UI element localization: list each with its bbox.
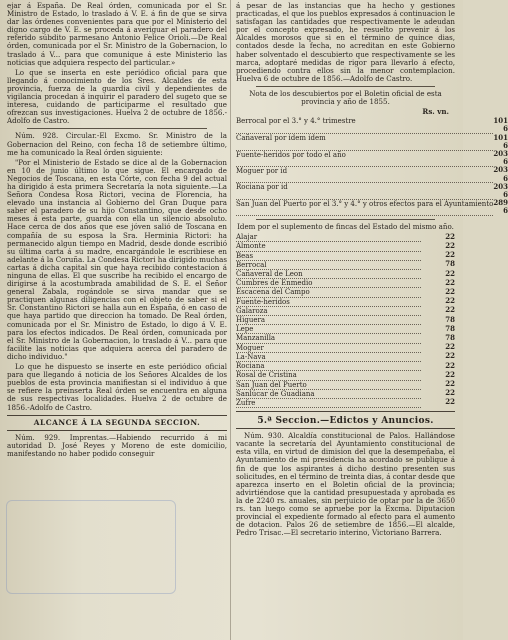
row-value: 22	[445, 379, 455, 388]
row-value: 78	[445, 332, 455, 342]
row-value: 22	[445, 277, 455, 287]
row-label: Fuente-heridos	[236, 297, 421, 306]
row-value: 22	[445, 268, 455, 278]
row-value: 22	[445, 388, 455, 398]
row-label: Higuera	[236, 316, 421, 325]
table-row	[236, 166, 508, 182]
row-label: Beas	[236, 251, 421, 260]
table-row	[236, 371, 455, 380]
row-value: 22	[445, 240, 455, 250]
row-value: 289 6	[493, 198, 508, 216]
row-label: Berrocal por el 3.° y 4.° trimestre	[236, 117, 493, 133]
row-value: 22	[445, 342, 455, 352]
table-row	[236, 150, 508, 166]
row-value: 203 6	[493, 181, 508, 200]
table-row	[236, 279, 455, 288]
table-descubiertos	[236, 117, 508, 216]
table-row	[236, 398, 455, 407]
library-stamp-watermark	[6, 500, 176, 594]
table-row	[236, 233, 455, 242]
table-row	[236, 325, 455, 334]
table-title-suplemento: Idem por el suplemento de fincas del Estado del mismo año.	[237, 222, 454, 232]
table-row	[236, 199, 508, 215]
paragraph-continued: ejar á España. De Real órden, comunicada por el Sr. Ministro de Estado, lo traslado á V. E. á fin de que se sirva dar las órdenes convenientes para que por el Ministerio del digno cargo de V. E. se proceda á averiguar el paradero del referido súbdito parmesano Antonio Felice Orioli.—De Real órden, comunicada por el Sr. Ministro de la Gobernacion, lo traslado á V... para que comunique á este Ministerio las noticias que adquiera respecto del particular.»	[7, 1, 227, 67]
row-label: La-Nava	[236, 352, 421, 361]
table-row	[236, 134, 508, 150]
table-row	[236, 380, 455, 389]
row-label: Cumbres de Enmedio	[236, 279, 421, 288]
row-label: Almonte	[236, 242, 421, 251]
table-row	[236, 270, 455, 279]
row-label: Alajar	[236, 233, 421, 242]
divider	[7, 415, 227, 416]
section-heading-edictos: 5.ª Seccion.—Edictos y Anuncios.	[257, 416, 434, 427]
paragraph-alcaldia-palos-930: Núm. 930. Alcaldía constitucional de Palos. Hallándose vacante la secretaría del Ayuntamiento constitucional de esta villa, en virtud de dimision del que la desempeñaba, el Ayuntamiento de mi presidencia ha acordado se publique á fin de que los aspirantes á dicho destino presenten sus solicitudes, en el término de treinta dias, á contar desde que aparezca inserto en el Boletin oficial de la provincia; advirtiéndose que la cantidad presupuestada y aprobada es la de 2240 rs. anuales, sin perjuicio de optar por la de 3650 rs. tan luego como se apruebe por la Excma. Diputacion provincial el expediente formado al efecto para el aumento de dotacion. Palos 26 de setiembre de 1856.—El alcalde, Pedro Trisac.—El secretario interino, Victoriano Barrera.	[236, 431, 455, 538]
paragraph-royal-order: "Por el Ministerio de Estado se dice al de la Gobernacion en 10 de junio último lo que sigue. El encargado de Negocios de Toscana, en esta Córte, con fecha 9 del actual ha dirigido á esta primera Secretaría la nota siguiente.—La Señora Condesa Rosa Rictori, vecina de Florencia, ha elevado una instancia al Gobierno del Gran Duque para saber el paradero de su hijo Constantino, que desde ocho meses á esta parte, guarda con ella un silencio absoluto. Hace cerca de dos años que ese jóven salió de Toscana en compañía de su esposa la Sra. Herminia Rictori: ha permanecido algun tiempo en Madrid, desde donde escribió su última carta á su madre, encargándole le escribiese en adelante á la Coruña. La Condesa Rictori ha dirigido muchas cartas á dicha capital sin que haya recibido contestacion á ninguna de ellas. El que suscribe ha recibido el encargo de dirigirse á la acostumbrada amabilidad de S. E. el Señor general Zabala, rogándole se sirva mandar que se practiquen algunas diligencias con el objeto de saber si el Sr. Constantino Rictori se halla aun en España, ó en caso de que haya partido que direccion ha tomado. De Real órden, comunicada por el Sr. Ministro de Estado, lo digo á V. E. para los efectos indicados. De Real órden, comunicada por el Sr. Ministro de la Gobernacion, lo traslado á V... para que facilite las noticias que adquiera acerca del paradero de dicho individuo."	[7, 157, 227, 361]
table-row	[236, 183, 508, 199]
row-label: Cañaveral de Leon	[236, 270, 421, 279]
paragraph-continued: á pesar de las instancias que ha hecho y gestiones practicadas, el que los pueblos expresados á continuacion le satisfagan las cantidades que respectivamente le adeudan por el concepto expresado, he resuelto prevenir á los Alcaldes morosos que si en el término de quince dias, contados desde la fecha, no acreditan en este Gobierno haber solventado el descubierto que respectivamente se les marca, adoptaré medidas de rigor para llevarlo á efecto, procediendo contra ellos sin la menor contemplacion. Huelva 6 de octubre de 1856.—Adolfo de Castro.	[236, 1, 455, 83]
row-label: Fuente-heridos por todo el año	[236, 150, 493, 166]
divider	[256, 219, 435, 220]
table-row	[236, 117, 508, 133]
column-divider	[230, 0, 231, 640]
row-value: 22	[445, 305, 455, 315]
row-value: 101 6	[493, 116, 508, 134]
row-label: Moguer	[236, 343, 421, 352]
row-value: 203 6	[493, 165, 508, 183]
row-value: 22	[445, 360, 455, 370]
row-value: 101 6	[493, 132, 508, 150]
table-row	[236, 251, 455, 260]
paragraph-insertion-notice: Lo que se inserta en este periódico oficial para que llegando á conocimiento de los Sres. Alcaldes de esta provincia, fuerza de la guardia civil y dependientes de vigilancia procedan á inquirir el paradero del sugeto que se interesa, cuidando de participarme el resultado que ofrezcan sus investigaciones. Huelva 2 de octubre de 1856.-Adolfo de Castro.	[7, 67, 227, 126]
table-row	[236, 352, 455, 361]
right-column	[236, 1, 508, 539]
row-value: 22	[445, 232, 455, 242]
row-label: San Juan del Puerto	[236, 380, 421, 389]
row-label: Manzanilla	[236, 334, 421, 343]
table-row	[236, 334, 455, 343]
section-heading-alcance: ALCANCE Á LA SEGUNDA SECCION.	[33, 417, 201, 427]
row-label: Moguer por id	[236, 166, 493, 182]
row-value: 78	[445, 323, 455, 333]
row-label: Zufre	[236, 398, 421, 407]
paragraph-imprentas-929: Núm. 929. Imprentas.—Habiendo recurrido á mi autoridad D. José Reyes y Moreno de este domicilio, manifestando no haber podido conseguir	[7, 432, 227, 458]
row-label: Escacena del Campo	[236, 288, 421, 297]
table-row	[236, 362, 455, 371]
table-row	[236, 306, 455, 315]
row-value: 22	[445, 250, 455, 260]
divider	[7, 430, 227, 431]
row-value: 78	[445, 314, 455, 324]
row-label: Galaroza	[236, 306, 421, 315]
table-row	[236, 297, 455, 306]
row-value: 22	[445, 397, 455, 407]
row-label: Cañaveral por idem idem	[236, 134, 493, 150]
paragraph-circular-928: Núm. 928. Circular.-El Excmo. Sr. Ministro de la Gobernacion del Reino, con fecha 18 de setiembre último, me ha comunicado la Real órden siguiente:	[7, 131, 227, 157]
row-label: Berrocal	[236, 260, 421, 269]
table-title-descubiertos: Nota de los descubiertos por el Boletin oficial de esta provincia y año de 1855.	[249, 88, 442, 107]
row-value: 22	[445, 369, 455, 379]
table-row	[236, 316, 455, 325]
divider	[236, 428, 455, 429]
row-value: 203 6	[493, 149, 508, 167]
divider	[256, 86, 435, 87]
row-value: 22	[445, 351, 455, 361]
row-label: Rociana	[236, 362, 421, 371]
row-label: Sanlúcar de Guadiana	[236, 389, 421, 398]
row-label: Rosal de Cristina	[236, 371, 421, 380]
table-row	[236, 288, 455, 297]
row-label: Lepe	[236, 325, 421, 334]
left-column	[7, 2, 227, 460]
table-row	[236, 389, 455, 398]
paragraph-insertion-notice-2: Lo que he dispuesto se inserte en este periódico oficial para que llegando á noticia de los Señores Alcaldes de los pueblos de esta provincia manifiestan si el individuo á que se refiere la preinserta Real órden se encuentra en alguna de sus respectivas localidades. Huelva 2 de octubre de 1856.-Adolfo de Castro.	[7, 362, 227, 412]
table-suplemento	[236, 233, 455, 408]
table-row	[236, 343, 455, 352]
row-value: 22	[445, 286, 455, 296]
divider	[236, 411, 455, 412]
table-row	[236, 242, 455, 251]
currency-label: Rs. vn.	[422, 107, 449, 117]
divider	[27, 128, 207, 129]
row-value: 78	[445, 259, 455, 269]
row-value: 22	[445, 296, 455, 306]
row-label: Rociana por id	[236, 183, 493, 199]
table-row	[236, 260, 455, 269]
row-label: San Juan del Puerto por el 3.° y 4.° y otros efectos para el Ayuntamiento	[236, 199, 493, 215]
